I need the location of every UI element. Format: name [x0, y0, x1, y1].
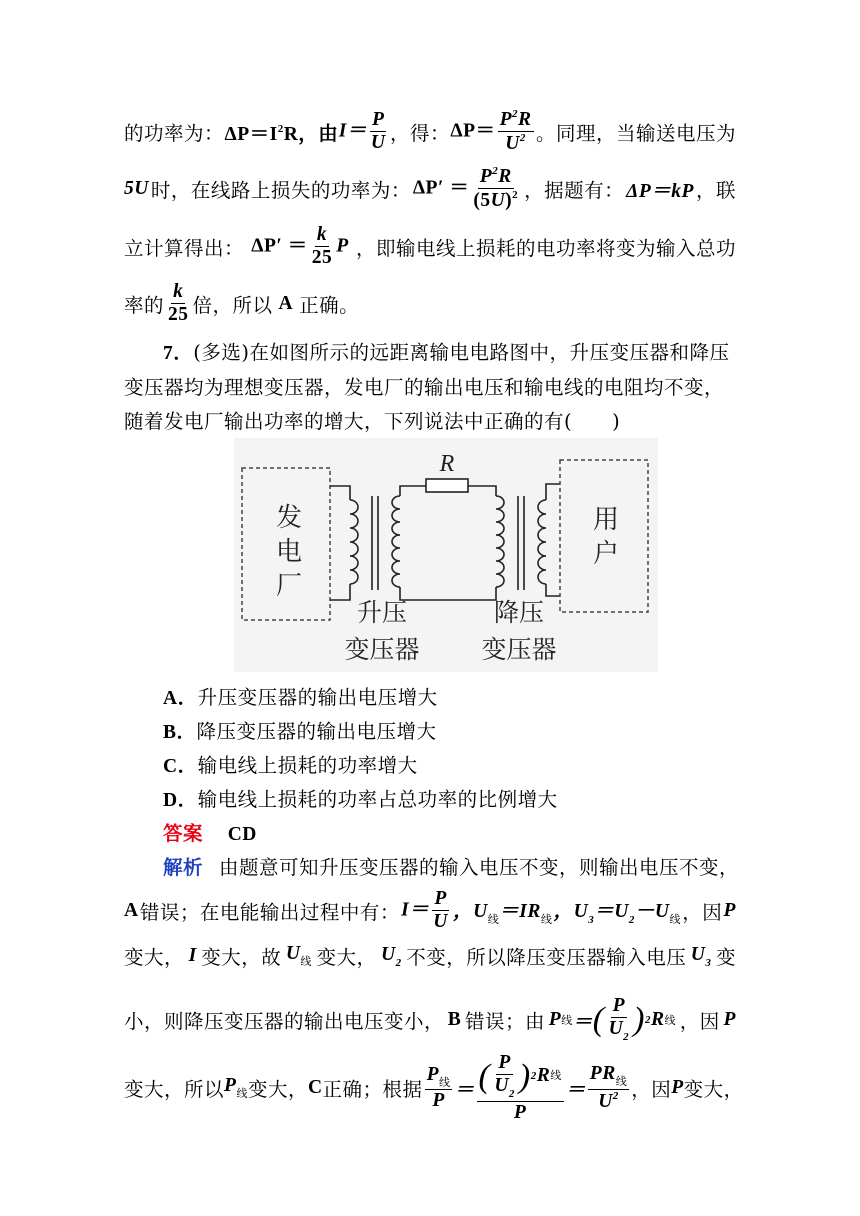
fraction-nested: ( $\frac{P}{U_2}$ ) 2 R 线 P — [478, 1052, 562, 1124]
text: 正确。 — [299, 293, 360, 317]
fraction-p-over-u: $\frac{P}{U}$ — [433, 888, 448, 933]
user-char: 用 — [592, 505, 620, 535]
option-d[interactable]: D．输电线上损耗的功率占总功率的比例增大 — [163, 788, 558, 811]
answer-label: 答案 — [163, 822, 204, 845]
text: ，得： — [389, 121, 450, 145]
question-prefix: (多选) — [193, 341, 250, 364]
text: 。同理，当输送电压为 — [535, 121, 736, 145]
prev-solution-line-1 — [124, 108, 736, 156]
formula-u3: ，$U_3=U_2-U_线$ — [553, 900, 681, 926]
fraction-k-over-25: $\frac{k}{25}$ — [168, 281, 189, 326]
fraction-p-over-u: $\frac{P}{U}$ — [370, 109, 386, 154]
text: 的功率为： — [124, 121, 225, 145]
answer-line — [163, 818, 257, 846]
option-c[interactable]: C．输电线上损耗的功率增大 — [163, 754, 418, 777]
text: 时，在线路上损失的功率为： — [150, 178, 411, 202]
analysis-line-2: A 错误；在电能输出过程中有： I＝ $\frac{P}{U}$ ，$U_线=IR_线$ ，$U_3=U_2-U_线$ ，因 P — [124, 888, 736, 933]
formula-p-line: P 线 ＝ ( $\frac{P}{U_2}$ ) 2 R 线 — [548, 995, 676, 1044]
step-down-label: 降压 — [493, 598, 545, 627]
fraction-pr-over-u2sq: $\frac{PR_线}{U^2}$ — [589, 1063, 628, 1112]
question-line-2: 变压器均为理想变压器，发电厂的输出电压和输电线的电阻均不变， — [124, 376, 725, 399]
fraction-pline-over-p: $\frac{P_线}{P}$ — [426, 1063, 451, 1112]
plant-char: 厂 — [275, 571, 303, 601]
analysis-line-1: 解析 由题意可知升压变压器的输入电压不变，则输出电压不变， — [163, 852, 736, 880]
question-text: 7．(多选)在如图所示的远距离输电电路图中，升压变压器和降压 — [163, 341, 730, 364]
formula-result: ΔP′ ＝ $\frac{k}{25}$ P — [251, 224, 349, 269]
plant-char: 电 — [275, 537, 303, 567]
text: 率的 — [124, 293, 165, 317]
formula-delta-p: $\Delta P=I^2R$，由 — [224, 122, 339, 145]
formula-ratio: $\frac{P_线}{P}$ ＝ ( $\frac{P}{U_2}$ ) 2 R 线 P ＝ $\frac{PR_线}{U^2}$ — [426, 1052, 628, 1124]
step-down-label: 变压器 — [481, 635, 557, 664]
fraction-k-over-25: $\frac{k}{25}$ — [311, 224, 333, 269]
text: ，即输电线上损耗的电功率将变为输入总功 — [355, 236, 736, 260]
prev-solution-line-4 — [124, 281, 736, 327]
resistor-label: R — [439, 451, 455, 477]
question-line-1 — [163, 337, 736, 365]
analysis-line-4: 小，则降压变压器的输出电压变小， B 错误；由 P 线 ＝ ( $\frac{P}{U_2}$ ) 2 R 线 ，因 P — [124, 995, 736, 1044]
formula-i: I＝ $\frac{P}{U}$ — [401, 888, 448, 933]
voltage-5u: 5U — [124, 177, 149, 199]
question-number: 7． — [163, 343, 194, 364]
resistor — [426, 479, 468, 492]
step-up-label: 升压 — [356, 598, 408, 627]
plant-char: 发 — [275, 503, 303, 533]
text: 立计算得出： — [124, 236, 245, 260]
formula-delta-p-prime: ΔP′ ＝ $\frac{P^2R}{(5U)^2}$ — [412, 165, 519, 212]
user-char: 户 — [592, 539, 620, 569]
formula-u-line: ，$U_线=IR_线$ — [453, 900, 553, 926]
option-ref: A — [278, 292, 294, 314]
formula-kp: ΔP＝kP — [626, 180, 694, 202]
answer-value: CD — [227, 824, 257, 845]
analysis-line-5: 变大，所以 $P_线$ 变大， C 正确；根据 $\frac{P_线}{P}$ ＝ ( $\frac{P}{U_2}$ ) 2 R 线 P ＝ $\frac{PR_线}{U^2}$ ，因 P 变大， — [124, 1052, 744, 1124]
fraction-p2r-over-u2: $\frac{P^2R}{U^2}$ — [499, 108, 532, 155]
text: 倍，所以 — [192, 293, 273, 317]
text: ，联 — [695, 178, 736, 202]
formula-delta-p-result: ΔP＝ $\frac{P^2R}{U^2}$ — [450, 108, 532, 155]
prev-solution-line-3 — [124, 224, 736, 270]
fraction-p-over-u2: $\frac{P}{U_2}$ — [608, 995, 630, 1044]
analysis-label: 解析 — [163, 856, 204, 879]
text: ，据题有： — [524, 178, 625, 202]
prev-solution-line-2 — [124, 165, 736, 213]
option-b[interactable]: B．降压变压器的输出电压增大 — [163, 720, 437, 743]
formula-current: I＝ $\frac{P}{U}$ — [338, 109, 386, 154]
analysis-line-3: 变大， I 变大，故 $U_线$ 变大， $U_2$ 不变，所以降压变压器输入电压 $U_3$ 变 — [124, 943, 736, 969]
fraction-p2r-over-5u2: $\frac{P^2R}{(5U)^2}$ — [473, 165, 519, 212]
step-up-label: 变压器 — [344, 635, 420, 664]
option-a[interactable]: A．升压变压器的输出电压增大 — [163, 686, 438, 709]
question-line-3: 随着发电厂输出功率的增大，下列说法中正确的有( ) — [124, 410, 621, 433]
power-transmission-circuit-diagram — [234, 438, 658, 672]
